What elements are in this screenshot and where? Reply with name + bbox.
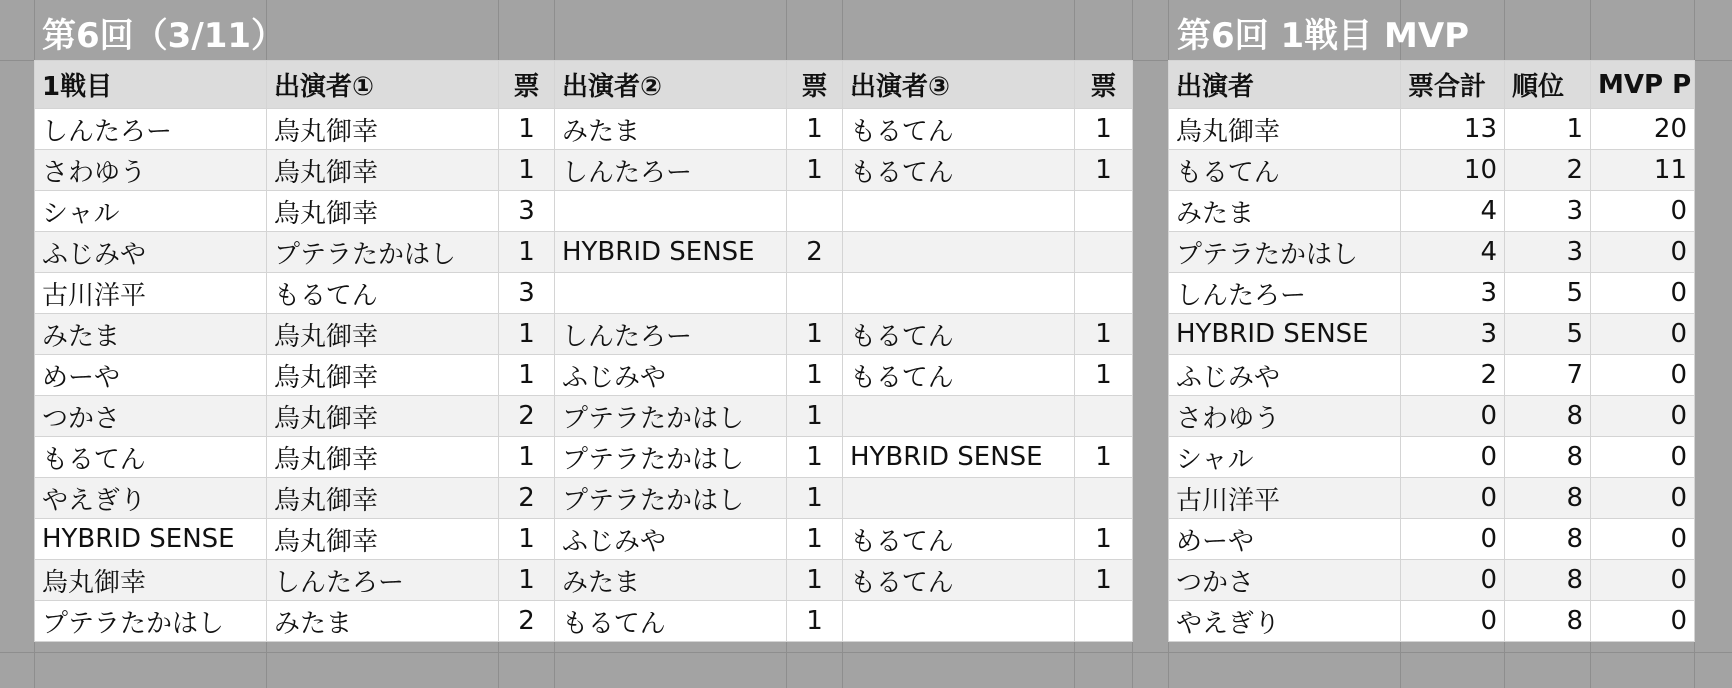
- table-cell[interactable]: 0: [1591, 437, 1695, 478]
- table-cell[interactable]: 1: [499, 150, 555, 191]
- table-cell[interactable]: ふじみや: [35, 232, 267, 273]
- table-cell[interactable]: 1: [1075, 314, 1133, 355]
- table-cell[interactable]: 13: [1401, 109, 1505, 150]
- table-cell[interactable]: 烏丸御幸: [267, 478, 499, 519]
- table-row: [35, 232, 1133, 273]
- table-cell[interactable]: 1: [787, 314, 843, 355]
- table-cell[interactable]: 1: [499, 560, 555, 601]
- mvp-table: [1168, 60, 1695, 642]
- sheet-title-right: 第6回 1戦目 MVP: [1177, 16, 1470, 56]
- table-cell[interactable]: [787, 191, 843, 232]
- table-cell[interactable]: 3: [1401, 314, 1505, 355]
- table-cell[interactable]: プテラたかはし: [35, 601, 267, 642]
- table-cell[interactable]: 2: [1401, 355, 1505, 396]
- table-cell[interactable]: 4: [1401, 232, 1505, 273]
- table-cell[interactable]: プテラたかはし: [267, 232, 499, 273]
- table-cell[interactable]: HYBRID SENSE: [35, 519, 267, 560]
- table-cell[interactable]: みたま: [555, 560, 787, 601]
- table-cell[interactable]: もるてん: [843, 109, 1075, 150]
- table-cell[interactable]: 1: [1505, 109, 1591, 150]
- table-cell[interactable]: 古川洋平: [35, 273, 267, 314]
- table-cell[interactable]: HYBRID SENSE: [555, 232, 787, 273]
- table-cell[interactable]: 0: [1591, 478, 1695, 519]
- table-row: [1169, 437, 1695, 478]
- table-cell[interactable]: 0: [1591, 396, 1695, 437]
- table-cell[interactable]: シャル: [1169, 437, 1401, 478]
- table-cell[interactable]: [787, 273, 843, 314]
- table-row: [1169, 560, 1695, 601]
- table-cell[interactable]: 0: [1401, 396, 1505, 437]
- header-cell[interactable]: MVP P: [1591, 61, 1695, 109]
- table-cell[interactable]: 1: [499, 232, 555, 273]
- table-cell[interactable]: 烏丸御幸: [1169, 109, 1401, 150]
- table-row: [35, 150, 1133, 191]
- header-cell[interactable]: 出演者①: [267, 61, 499, 109]
- table-cell[interactable]: 1: [499, 437, 555, 478]
- mvp-table-header-row: [1169, 61, 1695, 109]
- table-cell[interactable]: 烏丸御幸: [267, 191, 499, 232]
- table-cell[interactable]: 1: [787, 601, 843, 642]
- table-cell[interactable]: 3: [1505, 232, 1591, 273]
- table-cell[interactable]: しんたろー: [555, 314, 787, 355]
- table-cell[interactable]: 1: [787, 478, 843, 519]
- table-cell[interactable]: 0: [1401, 437, 1505, 478]
- table-cell[interactable]: 2: [499, 478, 555, 519]
- table-cell[interactable]: みたま: [35, 314, 267, 355]
- table-cell[interactable]: 0: [1591, 519, 1695, 560]
- battle-label-cell[interactable]: 1戦目: [35, 61, 267, 109]
- table-cell[interactable]: 0: [1591, 601, 1695, 642]
- table-row: [1169, 478, 1695, 519]
- table-cell[interactable]: 0: [1401, 478, 1505, 519]
- header-cell[interactable]: 票: [787, 61, 843, 109]
- table-row: [35, 314, 1133, 355]
- table-cell[interactable]: つかさ: [35, 396, 267, 437]
- table-cell[interactable]: もるてん: [35, 437, 267, 478]
- table-cell[interactable]: もるてん: [267, 273, 499, 314]
- table-cell[interactable]: 5: [1505, 314, 1591, 355]
- table-cell[interactable]: 1: [1075, 560, 1133, 601]
- table-cell[interactable]: 8: [1505, 519, 1591, 560]
- header-cell[interactable]: 順位: [1505, 61, 1591, 109]
- table-cell[interactable]: [1075, 232, 1133, 273]
- table-cell[interactable]: 8: [1505, 601, 1591, 642]
- table-cell[interactable]: 1: [787, 560, 843, 601]
- table-cell[interactable]: 2: [499, 601, 555, 642]
- table-row: [1169, 109, 1695, 150]
- table-cell[interactable]: 烏丸御幸: [267, 519, 499, 560]
- table-cell[interactable]: 烏丸御幸: [267, 437, 499, 478]
- table-cell[interactable]: 20: [1591, 109, 1695, 150]
- table-cell[interactable]: みたま: [555, 109, 787, 150]
- table-cell[interactable]: みたま: [1169, 191, 1401, 232]
- table-cell[interactable]: めーや: [35, 355, 267, 396]
- table-cell[interactable]: めーや: [1169, 519, 1401, 560]
- table-cell[interactable]: 烏丸御幸: [267, 314, 499, 355]
- table-cell[interactable]: [843, 601, 1075, 642]
- table-cell[interactable]: もるてん: [843, 314, 1075, 355]
- header-cell[interactable]: 票: [1075, 61, 1133, 109]
- table-row: [35, 191, 1133, 232]
- table-cell[interactable]: 2: [787, 232, 843, 273]
- table-cell[interactable]: 0: [1401, 560, 1505, 601]
- table-cell[interactable]: 2: [499, 396, 555, 437]
- table-row: [35, 601, 1133, 642]
- table-cell[interactable]: [843, 396, 1075, 437]
- table-cell[interactable]: [555, 191, 787, 232]
- table-cell[interactable]: もるてん: [843, 519, 1075, 560]
- table-cell[interactable]: 4: [1401, 191, 1505, 232]
- table-cell[interactable]: しんたろー: [555, 150, 787, 191]
- table-cell[interactable]: [1075, 273, 1133, 314]
- table-row: [35, 560, 1133, 601]
- table-cell[interactable]: 1: [1075, 437, 1133, 478]
- table-cell[interactable]: 1: [499, 355, 555, 396]
- table-cell[interactable]: もるてん: [843, 355, 1075, 396]
- table-cell[interactable]: [1075, 191, 1133, 232]
- table-cell[interactable]: もるてん: [843, 150, 1075, 191]
- table-row: [1169, 314, 1695, 355]
- table-row: [35, 273, 1133, 314]
- table-cell[interactable]: [1075, 396, 1133, 437]
- table-cell[interactable]: 烏丸御幸: [267, 109, 499, 150]
- table-row: [35, 355, 1133, 396]
- table-cell[interactable]: 8: [1505, 560, 1591, 601]
- table-cell[interactable]: シャル: [35, 191, 267, 232]
- table-cell[interactable]: もるてん: [1169, 150, 1401, 191]
- table-cell[interactable]: ふじみや: [555, 355, 787, 396]
- table-row: [1169, 273, 1695, 314]
- table-cell[interactable]: 2: [1505, 150, 1591, 191]
- table-cell[interactable]: 1: [1075, 519, 1133, 560]
- vote-table-header-row: [35, 61, 1133, 109]
- table-cell[interactable]: 8: [1505, 478, 1591, 519]
- table-row: [35, 437, 1133, 478]
- table-cell[interactable]: 11: [1591, 150, 1695, 191]
- table-cell[interactable]: プテラたかはし: [555, 437, 787, 478]
- header-cell[interactable]: 票: [499, 61, 555, 109]
- table-cell[interactable]: HYBRID SENSE: [1169, 314, 1401, 355]
- table-cell[interactable]: やえぎり: [35, 478, 267, 519]
- table-cell[interactable]: [555, 273, 787, 314]
- table-row: [1169, 601, 1695, 642]
- table-cell[interactable]: プテラたかはし: [555, 478, 787, 519]
- table-cell[interactable]: ふじみや: [1169, 355, 1401, 396]
- table-cell[interactable]: やえぎり: [1169, 601, 1401, 642]
- table-cell[interactable]: 烏丸御幸: [267, 355, 499, 396]
- table-cell[interactable]: 10: [1401, 150, 1505, 191]
- table-cell[interactable]: [843, 191, 1075, 232]
- grid-line: [0, 652, 1732, 653]
- table-cell[interactable]: 1: [787, 396, 843, 437]
- table-row: [35, 396, 1133, 437]
- table-cell[interactable]: ふじみや: [555, 519, 787, 560]
- table-cell[interactable]: しんたろー: [35, 109, 267, 150]
- table-cell[interactable]: 8: [1505, 437, 1591, 478]
- table-cell[interactable]: 烏丸御幸: [267, 150, 499, 191]
- table-cell[interactable]: 8: [1505, 396, 1591, 437]
- table-cell[interactable]: 0: [1591, 560, 1695, 601]
- table-cell[interactable]: つかさ: [1169, 560, 1401, 601]
- table-cell[interactable]: [1075, 478, 1133, 519]
- table-cell[interactable]: 0: [1591, 232, 1695, 273]
- table-cell[interactable]: 0: [1591, 355, 1695, 396]
- table-cell[interactable]: しんたろー: [1169, 273, 1401, 314]
- table-row: [1169, 232, 1695, 273]
- table-cell[interactable]: 3: [1401, 273, 1505, 314]
- table-cell[interactable]: 1: [787, 519, 843, 560]
- header-cell[interactable]: 票合計: [1401, 61, 1505, 109]
- table-cell[interactable]: 1: [787, 355, 843, 396]
- table-row: [1169, 355, 1695, 396]
- table-cell[interactable]: プテラたかはし: [1169, 232, 1401, 273]
- table-cell[interactable]: [843, 232, 1075, 273]
- table-cell[interactable]: [843, 273, 1075, 314]
- table-cell[interactable]: 1: [787, 437, 843, 478]
- table-row: [1169, 150, 1695, 191]
- table-cell[interactable]: 1: [1075, 150, 1133, 191]
- table-row: [1169, 519, 1695, 560]
- header-cell[interactable]: 出演者②: [555, 61, 787, 109]
- table-cell[interactable]: HYBRID SENSE: [843, 437, 1075, 478]
- table-cell[interactable]: [843, 478, 1075, 519]
- table-cell[interactable]: 1: [499, 314, 555, 355]
- table-cell[interactable]: 7: [1505, 355, 1591, 396]
- table-cell[interactable]: 0: [1401, 601, 1505, 642]
- header-cell[interactable]: 出演者③: [843, 61, 1075, 109]
- table-cell[interactable]: もるてん: [843, 560, 1075, 601]
- table-cell[interactable]: 0: [1591, 314, 1695, 355]
- table-cell[interactable]: 1: [499, 519, 555, 560]
- table-cell[interactable]: プテラたかはし: [555, 396, 787, 437]
- table-cell[interactable]: 0: [1591, 191, 1695, 232]
- table-cell[interactable]: 1: [499, 109, 555, 150]
- table-cell[interactable]: 古川洋平: [1169, 478, 1401, 519]
- table-row: [1169, 396, 1695, 437]
- table-row: [35, 519, 1133, 560]
- table-row: [35, 478, 1133, 519]
- table-cell[interactable]: 1: [787, 109, 843, 150]
- table-cell[interactable]: さわゆう: [35, 150, 267, 191]
- table-cell[interactable]: [1075, 601, 1133, 642]
- table-cell[interactable]: 1: [1075, 109, 1133, 150]
- table-cell[interactable]: 1: [787, 150, 843, 191]
- table-cell[interactable]: 0: [1401, 519, 1505, 560]
- table-row: [35, 109, 1133, 150]
- table-cell[interactable]: 烏丸御幸: [35, 560, 267, 601]
- vote-table: [34, 60, 1133, 642]
- table-cell[interactable]: 1: [1075, 355, 1133, 396]
- table-cell[interactable]: 0: [1591, 273, 1695, 314]
- table-cell[interactable]: もるてん: [555, 601, 787, 642]
- table-cell[interactable]: 5: [1505, 273, 1591, 314]
- table-cell[interactable]: みたま: [267, 601, 499, 642]
- sheet-title-left: 第6回（3/11）: [42, 16, 286, 56]
- table-cell[interactable]: 烏丸御幸: [267, 396, 499, 437]
- table-cell[interactable]: さわゆう: [1169, 396, 1401, 437]
- table-cell[interactable]: 3: [499, 191, 555, 232]
- header-cell[interactable]: 出演者: [1169, 61, 1401, 109]
- table-cell[interactable]: 3: [499, 273, 555, 314]
- table-row: [1169, 191, 1695, 232]
- table-cell[interactable]: しんたろー: [267, 560, 499, 601]
- table-cell[interactable]: 3: [1505, 191, 1591, 232]
